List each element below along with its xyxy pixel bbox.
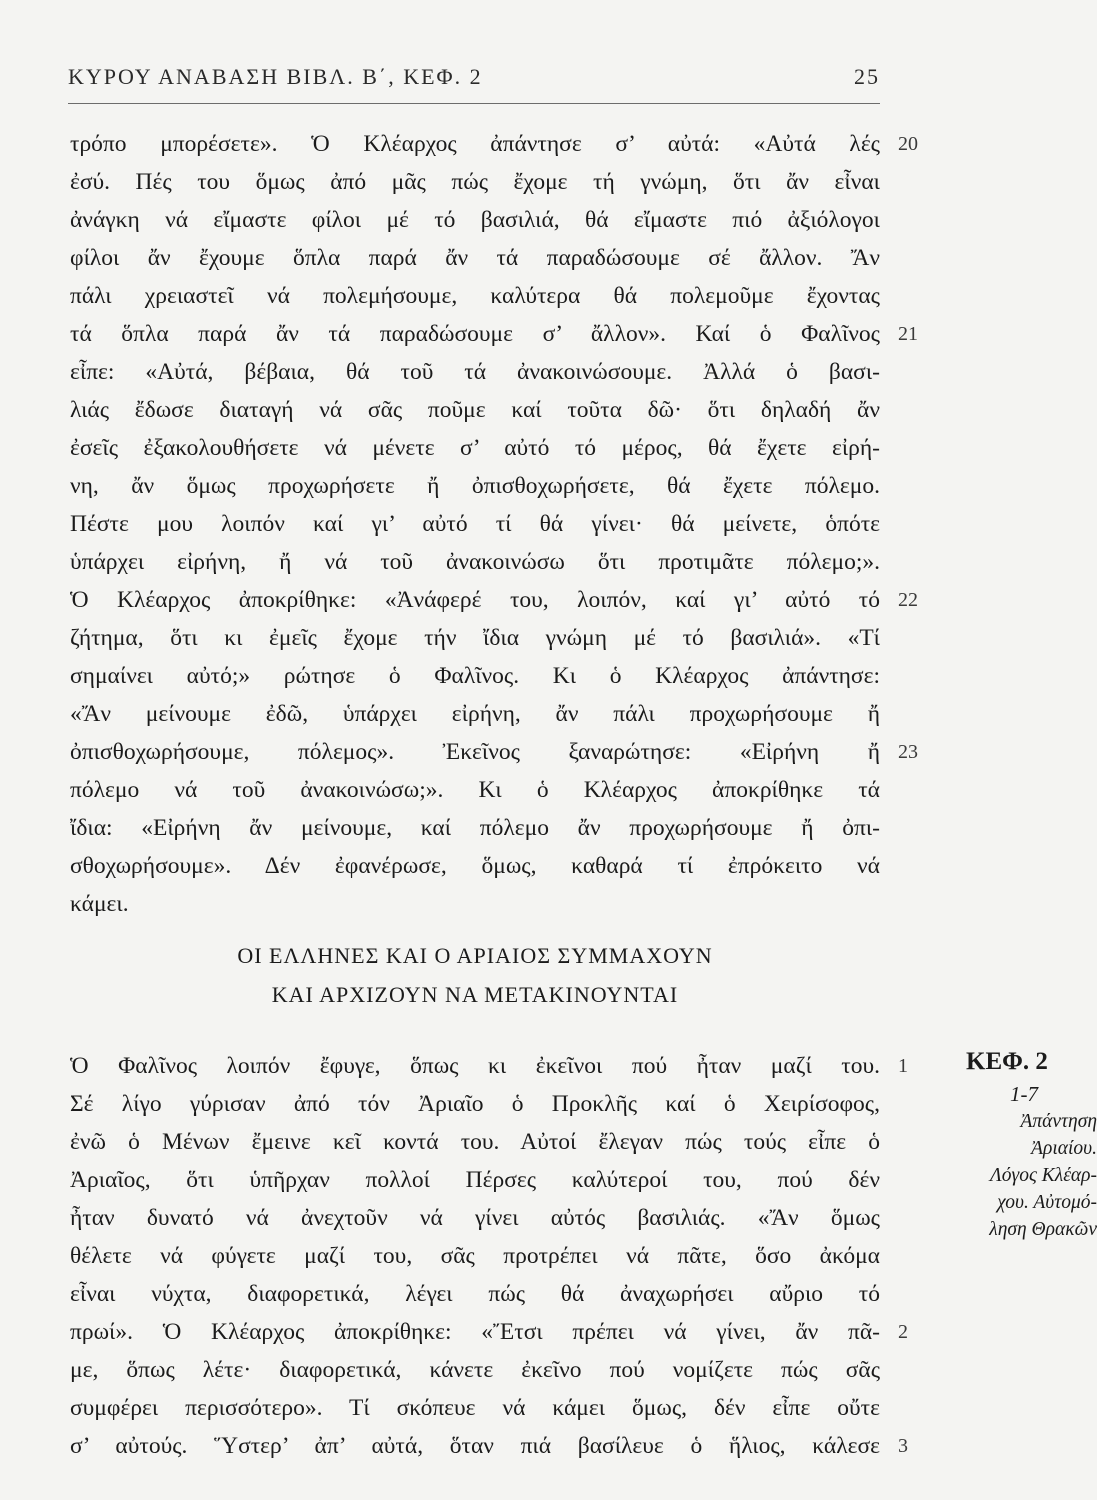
text-line: συμφέρει περισσότερο». Τί σκόπευε νά κάμει ὅμως, δέν εἶπε οὔτε	[70, 1395, 880, 1421]
text-line: νη, ἄν ὅμως προχωρήσετε ἤ ὀπισθοχωρήσετε, θά ἔχετε πόλεμο.	[70, 473, 880, 499]
sidebar-note-line: ληση Θρακῶν	[989, 1219, 1097, 1240]
sidebar-range: 1-7	[1010, 1082, 1038, 1106]
text-line: ἐσύ. Πές του ὅμως ἀπό μᾶς πώς ἔχομε τή γνώμη, ὅτι ἄν εἶναι	[70, 169, 880, 195]
text-line: σ’ αὐτούς. Ὕστερ’ ἀπ’ αὐτά, ὅταν πιά βασίλευε ὁ ἥλιος, κάλεσε	[70, 1433, 880, 1459]
running-header-title: ΚΥΡΟΥ ΑΝΑΒΑΣΗ ΒΙΒΛ. Β΄, ΚΕΦ. 2	[68, 64, 483, 89]
text-line: με, ὅπως λέτε· διαφορετικά, κάνετε ἐκεῖνο πού νομίζετε πώς σᾶς	[70, 1357, 880, 1383]
text-line: ἀνάγκη νά εἴμαστε φίλοι μέ τό βασιλιά, θά εἴμαστε πιό ἀξιόλογοι	[70, 207, 880, 233]
text-line: τά ὅπλα παρά ἄν τά παραδώσουμε σ’ ἄλλον». Καί ὁ Φαλῖνος	[70, 321, 880, 347]
text-line: «Ἄν μείνουμε ἐδῶ, ὑπάρχει εἰρήνη, ἄν πάλι προχωρήσουμε ἤ	[70, 701, 880, 727]
text-line: ἐνῶ ὁ Μένων ἔμεινε κεῖ κοντά του. Αὐτοί ἔλεγαν πώς τούς εἶπε ὁ	[70, 1129, 880, 1155]
paragraph-number: 20	[898, 133, 918, 155]
paragraph-number: 22	[898, 589, 918, 611]
paragraph-number: 3	[898, 1435, 908, 1457]
text-line: Πέστε μου λοιπόν καί γι’ αὐτό τί θά γίνει· θά μείνετε, ὁπότε	[70, 511, 880, 537]
text-line: κάμει.	[70, 891, 129, 917]
text-line: τρόπο μπορέσετε». Ὁ Κλέαρχος ἀπάντησε σ’ αὐτά: «Αὐτά λές	[70, 131, 880, 157]
paragraph-number: 1	[898, 1055, 908, 1077]
sidebar-chapter: ΚΕΦ. 2	[966, 1048, 1048, 1075]
page-number: 25	[854, 64, 880, 89]
text-line: Ὁ Κλέαρχος ἀποκρίθηκε: «Ἀνάφερέ του, λοιπόν, καί γι’ αὐτό τό	[70, 587, 880, 613]
sidebar-summary	[936, 1108, 1097, 1243]
section-heading-line-2: ΚΑΙ ΑΡΧΙΖΟΥΝ ΝΑ ΜΕΤΑΚΙΝΟΥΝΤΑΙ	[271, 982, 679, 1007]
text-line: θέλετε νά φύγετε μαζί του, σᾶς προτρέπει νά πᾶτε, ὅσο ἀκόμα	[70, 1243, 880, 1269]
text-line: λιάς ἔδωσε διαταγή νά σᾶς ποῦμε καί τοῦτα δῶ· ὅτι δηλαδή ἄν	[70, 397, 880, 423]
paragraph-number: 2	[898, 1321, 908, 1343]
text-line: ἴδια: «Εἰρήνη ἄν μείνουμε, καί πόλεμο ἄν προχωρήσουμε ἤ ὀπι-	[70, 815, 880, 841]
text-line: ὑπάρχει εἰρήνη, ἤ νά τοῦ ἀνακοινώσω ὅτι προτιμᾶτε πόλεμο;».	[70, 549, 880, 575]
sidebar-note-line: χου. Αὐτομό-	[997, 1192, 1097, 1213]
text-line: ὀπισθοχωρήσουμε, πόλεμος». Ἐκεῖνος ξαναρώτησε: «Εἰρήνη ἤ	[70, 739, 880, 765]
text-line: Ἀριαῖος, ὅτι ὑπῆρχαν πολλοί Πέρσες καλύτεροί του, πού δέν	[70, 1167, 880, 1193]
text-line: φίλοι ἄν ἔχουμε ὅπλα παρά ἄν τά παραδώσουμε σέ ἄλλον. Ἄν	[70, 245, 880, 271]
text-line: εἶναι νύχτα, διαφορετικά, λέγει πώς θά ἀναχωρήσει αὔριο τό	[70, 1281, 880, 1307]
section-heading-line-1: ΟΙ ΕΛΛΗΝΕΣ ΚΑΙ Ο ΑΡΙΑΙΟΣ ΣΥΜΜΑΧΟΥΝ	[237, 943, 713, 968]
text-line: Σέ λίγο γύρισαν ἀπό τόν Ἀριαῖο ὁ Προκλῆς καί ὁ Χειρίσοφος,	[70, 1091, 880, 1117]
text-line: πάλι χρειαστεῖ νά πολεμήσουμε, καλύτερα θά πολεμοῦμε ἔχοντας	[70, 283, 880, 309]
text-line: εἶπε: «Αὐτά, βέβαια, θά τοῦ τά ἀνακοινώσουμε. Ἀλλά ὁ βασι-	[70, 359, 880, 385]
text-line: πρωί». Ὁ Κλέαρχος ἀποκρίθηκε: «Ἔτσι πρέπει νά γίνει, ἄν πᾶ-	[70, 1319, 880, 1345]
text-line: ἐσεῖς ἐξακολουθήσετε νά μένετε σ’ αὐτό τό μέρος, θά ἔχετε εἰρή-	[70, 435, 880, 461]
text-line: Ὁ Φαλῖνος λοιπόν ἔφυγε, ὅπως κι ἐκεῖνοι πού ἦταν μαζί του.	[70, 1053, 880, 1079]
text-line: σθοχωρήσουμε». Δέν ἐφανέρωσε, ὅμως, καθαρά τί ἐπρόκειτο νά	[70, 853, 880, 879]
paragraph-number: 21	[898, 323, 918, 345]
text-line: πόλεμο νά τοῦ ἀνακοινώσω;». Κι ὁ Κλέαρχος ἀποκρίθηκε τά	[70, 777, 880, 803]
text-line: σημαίνει αὐτό;» ρώτησε ὁ Φαλῖνος. Κι ὁ Κλέαρχος ἀπάντησε:	[70, 663, 880, 689]
sidebar-note-line: Ἀπάντηση	[1020, 1111, 1097, 1132]
sidebar-note-line: Ἀριαίου.	[1031, 1138, 1097, 1159]
sidebar-note-line: Λόγος Κλέαρ-	[990, 1165, 1097, 1186]
header-rule	[68, 103, 880, 104]
text-line: ἦταν δυνατό νά ἀνεχτοῦν νά γίνει αὐτός βασιλιάς. «Ἄν ὅμως	[70, 1205, 880, 1231]
paragraph-number: 23	[898, 741, 918, 763]
text-line: ζήτημα, ὅτι κι ἐμεῖς ἔχομε τήν ἴδια γνώμη μέ τό βασιλιά». «Τί	[70, 625, 880, 651]
